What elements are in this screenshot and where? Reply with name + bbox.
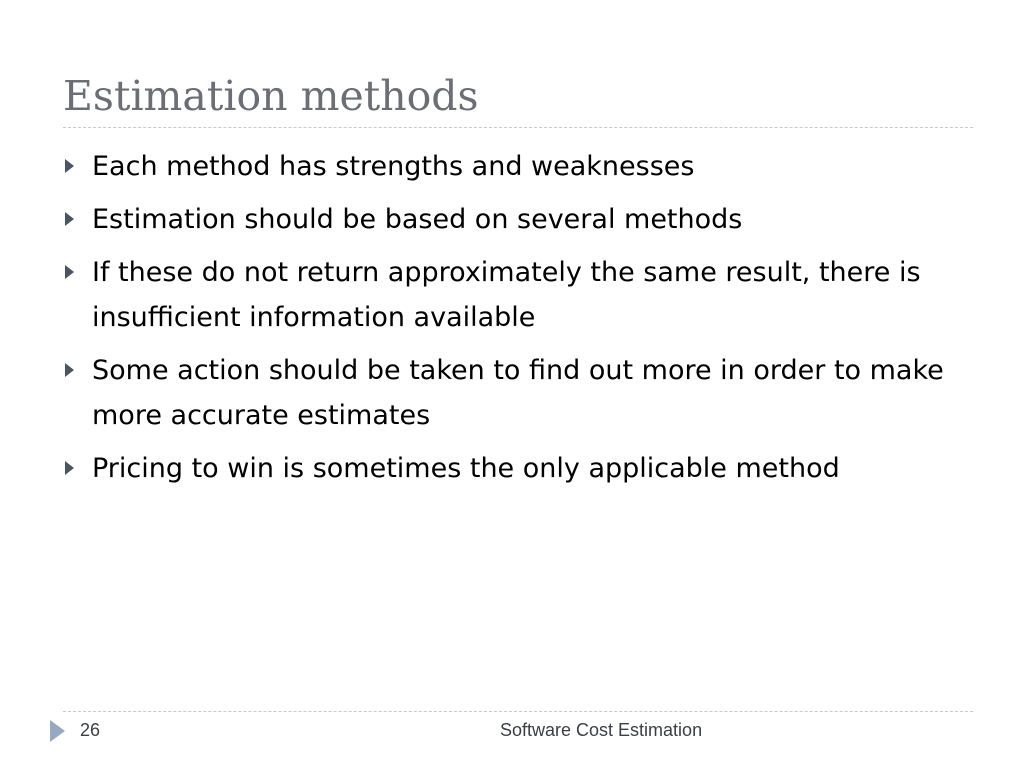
footer-divider <box>63 711 973 712</box>
bullet-text: If these do not return approximately the same result, there is insufficient information available <box>92 257 921 333</box>
bullet-item <box>62 250 982 340</box>
footer-title: Software Cost Estimation <box>500 720 703 740</box>
bullet-item <box>62 197 982 242</box>
bullet-triangle-icon <box>65 363 74 377</box>
bullet-item <box>62 348 982 438</box>
bullet-item <box>62 144 982 189</box>
bullet-list <box>62 144 982 499</box>
bullet-item <box>62 446 982 491</box>
bullet-triangle-icon <box>65 159 74 173</box>
bullet-text: Estimation should be based on several methods <box>92 204 743 235</box>
slide-title: Estimation methods <box>63 72 479 120</box>
bullet-text: Pricing to win is sometimes the only applicable method <box>92 453 840 484</box>
title-divider <box>63 127 973 128</box>
bullet-triangle-icon <box>65 265 74 279</box>
bullet-text: Each method has strengths and weaknesses <box>92 151 695 182</box>
page-number: 26 <box>80 720 101 740</box>
bullet-triangle-icon <box>65 461 74 475</box>
bullet-text: Some action should be taken to find out more in order to make more accurate estimates <box>92 355 944 431</box>
triangle-right-icon <box>50 720 65 742</box>
bullet-triangle-icon <box>65 212 74 226</box>
